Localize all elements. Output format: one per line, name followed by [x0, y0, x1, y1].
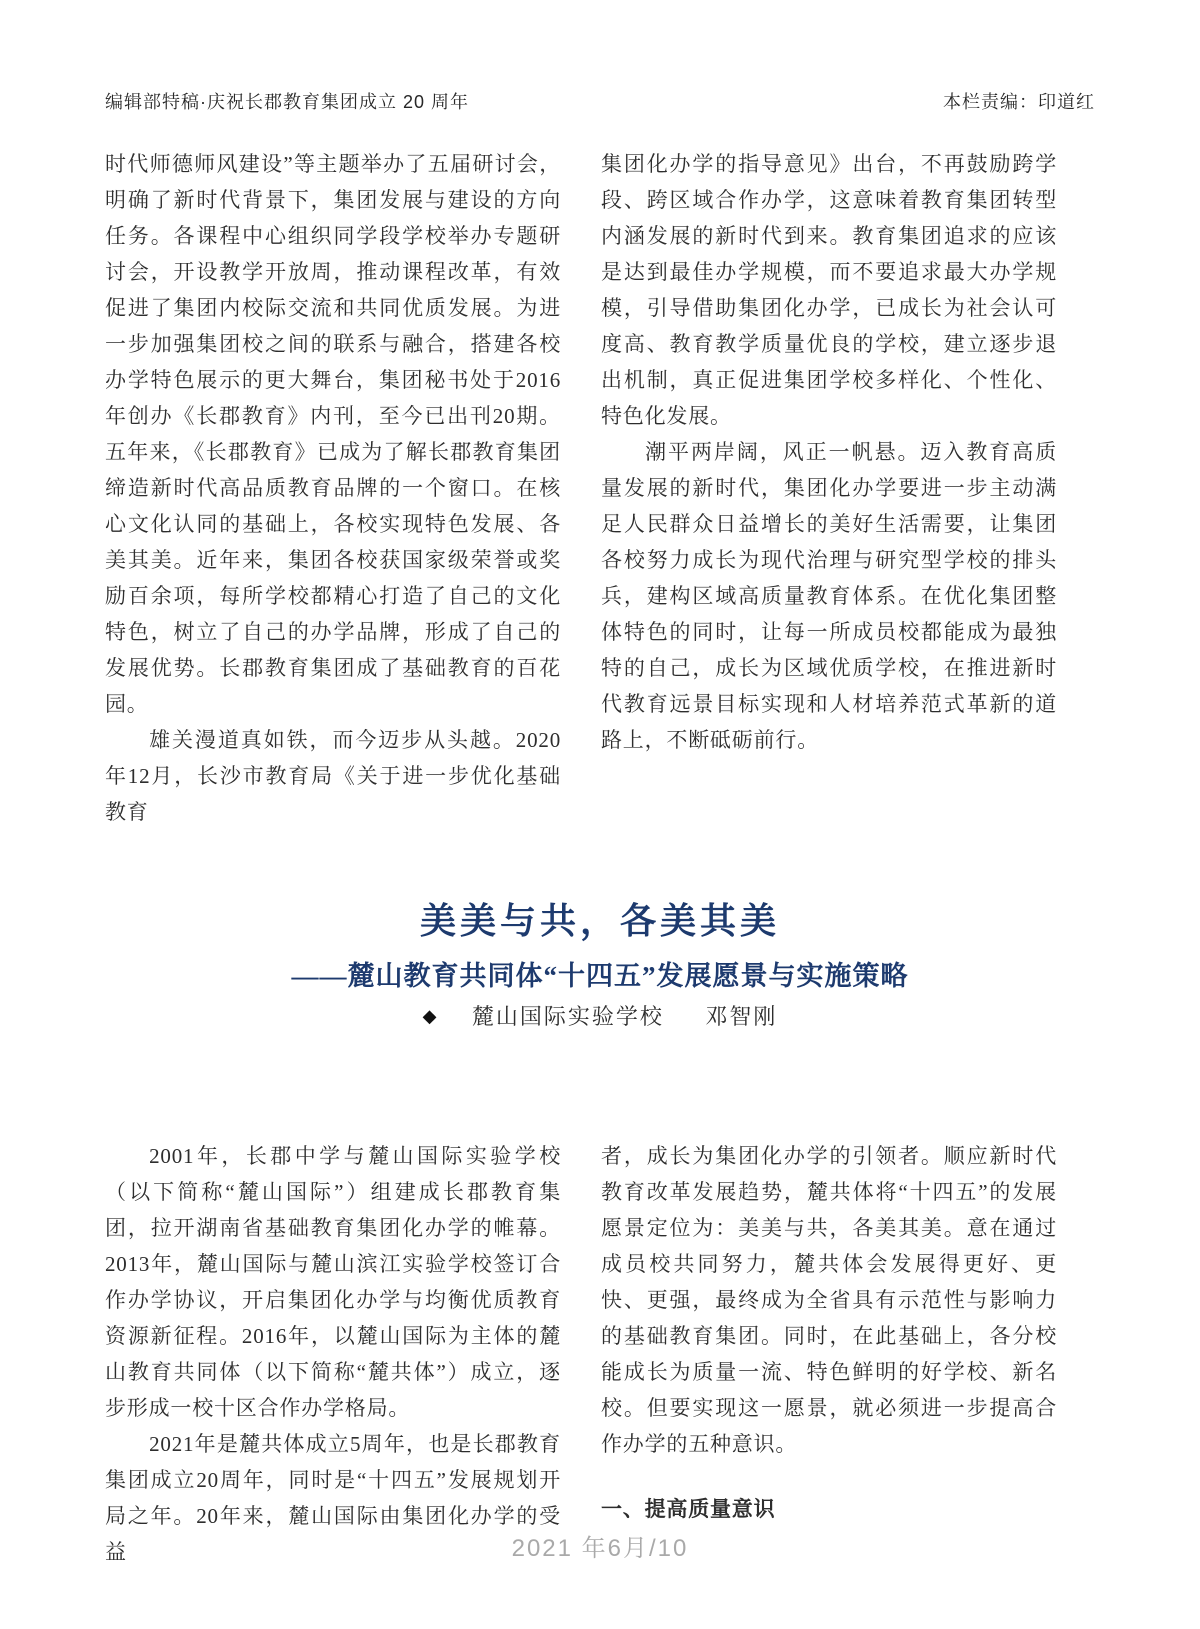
top-article-right-column — [601, 146, 1057, 830]
header-left-label: 编辑部特稿·庆祝长郡教育集团成立 20 周年 — [105, 92, 470, 112]
main-article-left-column — [105, 1138, 561, 1570]
page-header — [105, 88, 1095, 114]
top-right-paragraph-1: 集团化办学的指导意见》出台，不再鼓励跨学段、跨区域合作办学，这意味着教育集团转型内涵发展的新时代到来。教育集团追求的应该是达到最佳办学规模，而不要追求最大办学规模，引导借助集团化办学，已成长为社会认可度高、教育教学质量优良的学校，建立逐步退出机制，真正促进集团学校多样化、个性化、特色化发展。 — [601, 152, 1057, 428]
top-left-paragraph-1: 时代师德师风建设”等主题举办了五届研讨会，明确了新时代背景下，集团发展与建设的方向任务。各课程中心组织同学段学校举办专题研讨会，开设教学开放周，推动课程改革，有效促进了集团内校际交流和共同优质发展。为进一步加强集团校之间的联系与融合，搭建各校办学特色展示的更大舞台，集团秘书处于2016年创办《长郡教育》内刊，至今已出刊20期。五年来，《长郡教育》已成为了解长郡教育集团缔造新时代高品质教育品牌的一个窗口。在核心文化认同的基础上，各校实现特色发展、各美其美。近年来，集团各校获国家级荣誉或奖励百余项，每所学校都精心打造了自己的文化特色，树立了自己的办学品牌，形成了自己的发展优势。长郡教育集团成了基础教育的百花园。 — [105, 152, 561, 716]
author-name: 邓智刚 — [705, 1004, 778, 1029]
main-right-paragraph-1: 者，成长为集团化办学的引领者。顺应新时代教育改革发展趋势，麓共体将“十四五”的发展愿景定位为：美美与共，各美其美。意在通过成员校共同努力，麓共体会发展得更好、更快、更强，最终成为全省具有示范性与影响力的基础教育集团。同时，在此基础上，各分校能成长为质量一流、特色鲜明的好学校、新名校。但要实现这一愿景，就必须进一步提高合作办学的五种意识。 — [601, 1144, 1057, 1456]
top-article-columns — [105, 146, 1057, 830]
main-article-columns — [105, 1138, 1057, 1570]
page-footer-date-page-number: 2021 年6月/10 — [511, 1535, 689, 1562]
article-subtitle: ——麓山教育共同体“十四五”发展愿景与实施策略 — [291, 961, 909, 991]
diamond-bullet-icon: ◆ — [422, 1006, 439, 1026]
main-left-paragraph-1: 2001年，长郡中学与麓山国际实验学校（以下简称“麓山国际”）组建成长郡教育集团，拉开湖南省基础教育集团化办学的帷幕。2013年，麓山国际与麓山滨江实验学校签订合作办学协议，开启集团化办学与均衡优质教育资源新征程。2016年，以麓山国际为主体的麓山教育共同体（以下简称“麓共体”）成立，逐步形成一校十区合作办学格局。 — [105, 1144, 561, 1420]
top-article-left-column — [105, 146, 561, 830]
top-left-paragraph-2: 雄关漫道真如铁，而今迈步从头越。2020年12月，长沙市教育局《关于进一步优化基础教育 — [105, 728, 561, 824]
author-line — [0, 1000, 1200, 1031]
section-heading-quality: 一、提高质量意识 — [601, 1498, 776, 1521]
author-school: 麓山国际实验学校 — [471, 1004, 664, 1029]
main-left-paragraph-2: 2021年是麓共体成立5周年，也是长郡教育集团成立20周年，同时是“十四五”发展规划开局之年。20年来，麓山国际由集团化办学的受益 — [105, 1432, 561, 1564]
header-right-editor-label: 本栏责编：印道红 — [943, 92, 1095, 112]
top-right-paragraph-2: 潮平两岸阔，风正一帆悬。迈入教育高质量发展的新时代，集团化办学要进一步主动满足人民群众日益增长的美好生活需要，让集团各校努力成长为现代治理与研究型学校的排头兵，建构区域高质量教育体系。在优化集团整体特色的同时，让每一所成员校都能成为最独特的自己，成长为区域优质学校，在推进新时代教育远景目标实现和人材培养范式革新的道路上，不断砥砺前行。 — [601, 440, 1057, 752]
article-title: 美美与共，各美其美 — [419, 901, 780, 941]
main-article-right-column — [601, 1138, 1057, 1570]
article-title-block — [0, 893, 1200, 993]
